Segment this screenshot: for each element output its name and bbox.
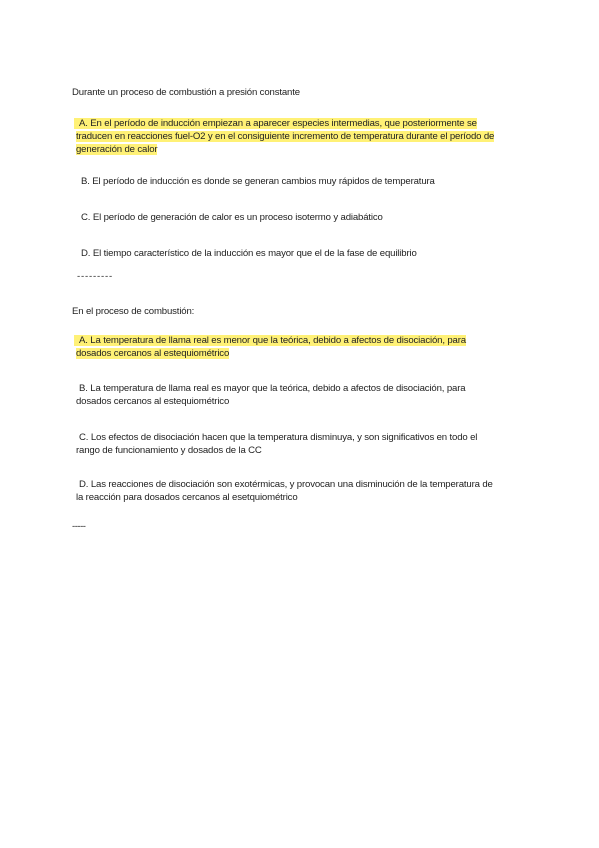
highlight: A. La temperatura de llama real es menor que la teórica, debido a afectos de disociación, para bbox=[74, 335, 466, 346]
option-line: la reacción para dosados cercanos al esetquiométrico bbox=[76, 492, 298, 503]
question-separator-2: ----- bbox=[72, 521, 86, 532]
option-line bbox=[76, 130, 494, 143]
highlight: traducen en reacciones fuel-O2 y en el consiguiente incremento de temperatura durante el período de bbox=[76, 131, 495, 142]
option-line: D. Las reacciones de disociación son exotérmicas, y provocan una disminución de la temperatura de bbox=[74, 479, 493, 490]
question-1-stem: Durante un proceso de combustión a presión constante bbox=[72, 87, 300, 98]
question-1-option-c: C. El período de generación de calor es un proceso isotermo y adiabático bbox=[76, 212, 383, 223]
option-line bbox=[74, 334, 466, 347]
highlight: generación de calor bbox=[76, 144, 158, 155]
question-separator: --------- bbox=[77, 271, 113, 282]
option-line bbox=[76, 347, 229, 360]
question-2-stem: En el proceso de combustión: bbox=[72, 306, 195, 317]
option-line: C. Los efectos de disociación hacen que la temperatura disminuya, y son significativos en todo el bbox=[74, 432, 478, 443]
question-1-option-d: D. El tiempo característico de la inducción es mayor que el de la fase de equilibrio bbox=[76, 248, 417, 259]
option-line: dosados cercanos al estequiométrico bbox=[76, 396, 230, 407]
highlight: A. En el período de inducción empiezan a aparecer especies intermedias, que posteriormente se bbox=[74, 118, 477, 129]
option-line: B. La temperatura de llama real es mayor que la teórica, debido a afectos de disociación, para bbox=[74, 383, 466, 394]
question-1-option-b: B. El período de inducción es donde se generan cambios muy rápidos de temperatura bbox=[76, 176, 435, 187]
option-line bbox=[76, 143, 157, 156]
option-line bbox=[74, 117, 477, 130]
option-line: rango de funcionamiento y dosados de la CC bbox=[76, 445, 262, 456]
highlight: dosados cercanos al estequiométrico bbox=[76, 348, 230, 359]
